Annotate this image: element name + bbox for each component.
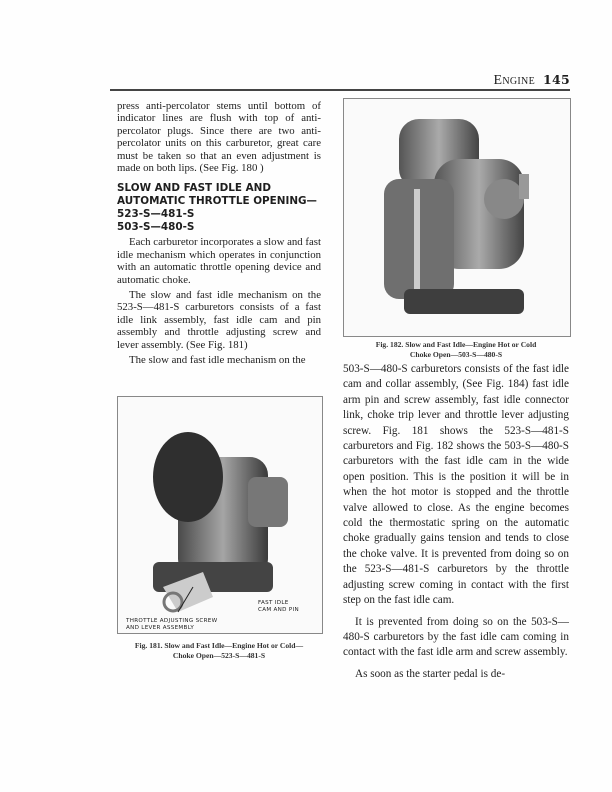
paragraph: press anti-percolator stems until bottom of indicator lines are flush with top of anti-percolator plugs. Since there are two anti-percolator units on this carburetor, great care must be taken so that an even adjustment is made on both lips. (See Fig. 180 ): [117, 100, 321, 175]
left-column: [117, 100, 321, 370]
caption-line: Choke Open—503-S—480-S: [409, 350, 503, 359]
caption-line: Fig. 181. Slow and Fast Idle—Engine Hot or Cold—: [134, 641, 304, 650]
heading-line: SLOW AND FAST IDLE AND: [117, 182, 271, 195]
section-title: Engine: [493, 73, 535, 88]
label-line: FAST IDLE: [258, 600, 289, 606]
carburetor-illustration: [118, 397, 322, 633]
figure-182-image: [343, 98, 571, 337]
paragraph: Each carburetor incorporates a slow and fast idle mechanism which operates in conjunction with an automatic throttle opening device and automatic choke.: [117, 236, 321, 286]
paragraph: As soon as the starter pedal is de-: [355, 667, 506, 680]
right-column: [343, 362, 569, 688]
label-throttle-screw: [126, 618, 217, 632]
paragraph: The slow and fast idle mechanism on the: [129, 354, 306, 367]
paragraph: The slow and fast idle mechanism on the 523-S—481-S carburetors consists of a fast idle link assembly, fast idle cam and pin assembly and throttle adjusting screw and lever assembly. (See Fig. 181): [117, 289, 321, 351]
paragraph: It is prevented from doing so on the 503-S—480-S carburetors by the fast idle cam coming in contact with the fast idle arm and screw assembly.: [343, 615, 569, 659]
figure-181-caption: [117, 641, 321, 661]
section-heading: [117, 182, 321, 234]
figure-181-image: [117, 396, 323, 634]
running-header: [494, 72, 570, 89]
label-line: CAM AND PIN: [258, 607, 299, 613]
label-line: AND LEVER ASSEMBLY: [126, 625, 195, 631]
paragraph: 503-S—480-S carburetors consists of the fast idle cam and collar assembly, (See Fig. 184) fast idle arm pin and screw assembly, fast idle connector link, choke trip lever and throttle lever adjusting screw. Fig. 181 shows the 523-S—481-S carburetors and Fig. 182 shows the 503-S—480-S carburetors with the fast idle cam in the wide open position. This is the position it will be in when the hot motor is stopped and the throttle valve allowed to close. As the engine becomes cold the thermostatic spring on the automatic choke gradually gains tension and tends to close the choke valve. It is prevented from doing so on the 523-S—481-S carburetors by the throttle adjusting screw coming in contact with the first step on the fast idle cam.: [343, 363, 569, 607]
header-rule: [110, 89, 570, 91]
label-fast-idle-cam: [258, 600, 299, 614]
carburetor-illustration: [344, 99, 570, 336]
page-number: 145: [543, 72, 570, 87]
caption-line: Choke Open—523-S—481-S: [172, 651, 266, 660]
figure-182-caption: [343, 340, 569, 360]
heading-line: 503-S—480-S: [117, 221, 195, 234]
heading-line: AUTOMATIC THROTTLE OPENING—: [117, 195, 317, 208]
caption-line: Fig. 182. Slow and Fast Idle—Engine Hot or Cold: [375, 340, 537, 349]
label-line: THROTTLE ADJUSTING SCREW: [126, 618, 218, 624]
heading-line: 523-S—481-S: [117, 208, 195, 221]
